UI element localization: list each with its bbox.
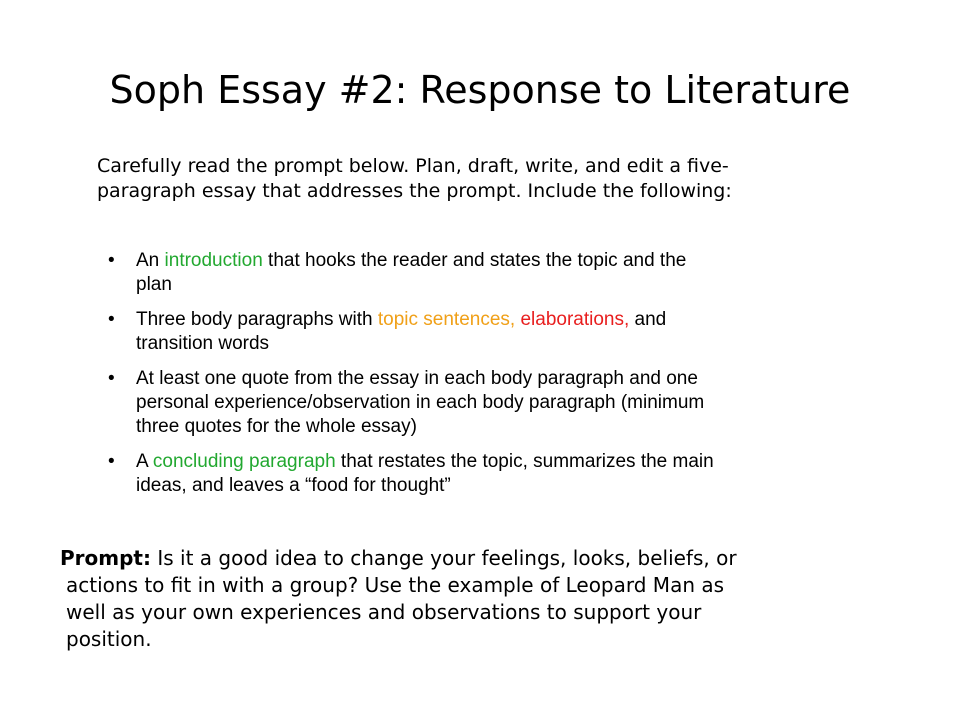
prompt-line: position.: [66, 627, 152, 651]
prompt-line: actions to fit in with a group? Use the example of Leopard Man as: [66, 573, 725, 597]
list-item: [108, 249, 898, 297]
intro-line: Carefully read the prompt below. Plan, draft, write, and edit a five-: [97, 155, 729, 177]
bullet-icon: •: [108, 250, 115, 271]
prompt-paragraph: [60, 545, 920, 653]
bullet-line: ideas, and leaves a “food for thought”: [136, 475, 451, 496]
bullet-line: [136, 450, 898, 474]
list-item: [108, 367, 898, 439]
slide-title: Soph Essay #2: Response to Literature: [109, 68, 851, 112]
highlight-elaborations: elaborations,: [520, 309, 630, 330]
intro-paragraph: [97, 154, 897, 204]
bullet-line: At least one quote from the essay in each body paragraph and one: [136, 368, 698, 389]
highlight-concluding-paragraph: concluding paragraph: [152, 451, 336, 472]
list-item: [108, 450, 898, 498]
bullet-icon: •: [108, 309, 115, 330]
highlight-topic-sentences: topic sentences,: [377, 309, 521, 330]
bullet-icon: •: [108, 451, 115, 472]
bullet-text: that restates the topic, summarizes the main: [335, 451, 714, 472]
prompt-label: Prompt:: [60, 546, 151, 570]
bullet-line: three quotes for the whole essay): [136, 416, 417, 437]
requirements-list: [108, 249, 898, 509]
bullet-text: A: [136, 451, 153, 472]
bullet-text: and: [629, 309, 667, 330]
prompt-line: [60, 545, 920, 572]
list-item: [108, 308, 898, 356]
bullet-line: plan: [136, 274, 172, 295]
bullet-line: transition words: [136, 333, 270, 354]
bullet-icon: •: [108, 368, 115, 389]
bullet-text: that hooks the reader and states the topic and the: [262, 250, 687, 271]
bullet-line: personal experience/observation in each body paragraph (minimum: [136, 392, 705, 413]
bullet-text: An: [136, 250, 165, 271]
bullet-line: [136, 249, 898, 273]
bullet-text: Three body paragraphs with: [136, 309, 378, 330]
bullet-line: [136, 308, 898, 332]
prompt-text: Is it a good idea to change your feelings, looks, beliefs, or: [150, 546, 737, 570]
intro-line: paragraph essay that addresses the prompt. Include the following:: [97, 180, 732, 202]
prompt-line: well as your own experiences and observations to support your: [66, 600, 702, 624]
highlight-introduction: introduction: [164, 250, 263, 271]
